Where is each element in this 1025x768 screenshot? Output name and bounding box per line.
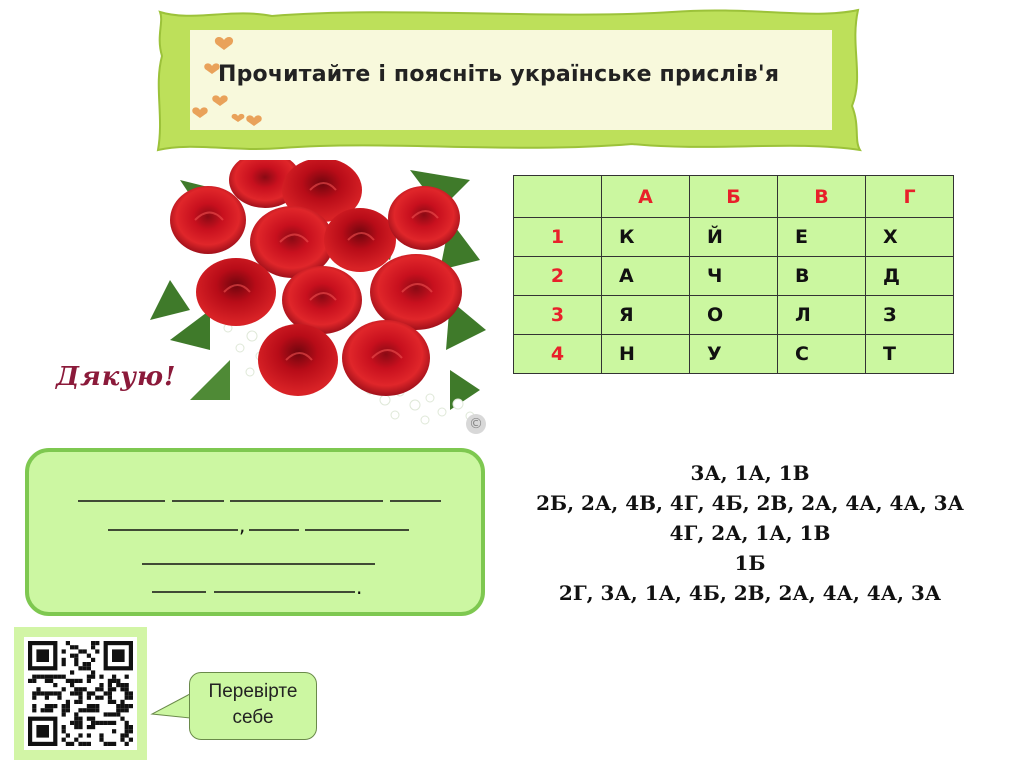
table-cell: С: [778, 335, 866, 374]
table-cell: О: [690, 296, 778, 335]
code-line: 3А, 1А, 1В: [690, 461, 810, 485]
roses-illustration: [30, 160, 486, 438]
table-cell: Н: [602, 335, 690, 374]
blank-lines: [29, 452, 481, 612]
code-line: 4Г, 2А, 1А, 1В: [669, 521, 831, 545]
table-cell: Й: [690, 218, 778, 257]
thanks-caption: Дякую!: [56, 362, 177, 392]
row-header: 1: [514, 218, 602, 257]
table-cell: Х: [866, 218, 954, 257]
page-title: Прочитайте і поясніть українське прислів'я: [218, 62, 780, 87]
table-row: [514, 257, 954, 296]
callout-tail: [150, 692, 194, 722]
copyright-badge: ©: [466, 414, 486, 434]
table-cell: Т: [866, 335, 954, 374]
table-row: [514, 335, 954, 374]
cipher-table: [513, 175, 954, 374]
code-line: 1Б: [734, 551, 766, 575]
column-header: В: [778, 176, 866, 218]
roses-image: [30, 160, 486, 438]
table-cell: Л: [778, 296, 866, 335]
table-cell: У: [690, 335, 778, 374]
table-cell: К: [602, 218, 690, 257]
code-line: 2Б, 2А, 4В, 4Г, 4Б, 2В, 2А, 4А, 4А, 3А: [536, 491, 964, 515]
row-header: 2: [514, 257, 602, 296]
qr-code[interactable]: [14, 627, 147, 760]
period-mark: .: [356, 575, 363, 599]
table-cell: Е: [778, 218, 866, 257]
qr-code-icon: [14, 627, 147, 760]
row-header: 4: [514, 335, 602, 374]
table-cell: А: [602, 257, 690, 296]
table-cell: З: [866, 296, 954, 335]
table-cell: Д: [866, 257, 954, 296]
row-header: 3: [514, 296, 602, 335]
column-header: Г: [866, 176, 954, 218]
comma-mark: ,: [239, 513, 246, 537]
callout-line: Перевірте: [208, 681, 298, 702]
column-header: Б: [690, 176, 778, 218]
table-header-row: [514, 176, 954, 218]
table-row: [514, 218, 954, 257]
table-cell: В: [778, 257, 866, 296]
callout-line: себе: [232, 707, 274, 728]
corner-cell: [514, 176, 602, 218]
column-header: А: [602, 176, 690, 218]
code-sequence: [520, 458, 980, 608]
check-yourself-callout[interactable]: [189, 672, 317, 740]
code-line: 2Г, 3А, 1А, 4Б, 2В, 2А, 4А, 4А, 3А: [558, 581, 942, 605]
table-cell: Я: [602, 296, 690, 335]
table-cell: Ч: [690, 257, 778, 296]
table-row: [514, 296, 954, 335]
answer-box: [25, 448, 485, 616]
